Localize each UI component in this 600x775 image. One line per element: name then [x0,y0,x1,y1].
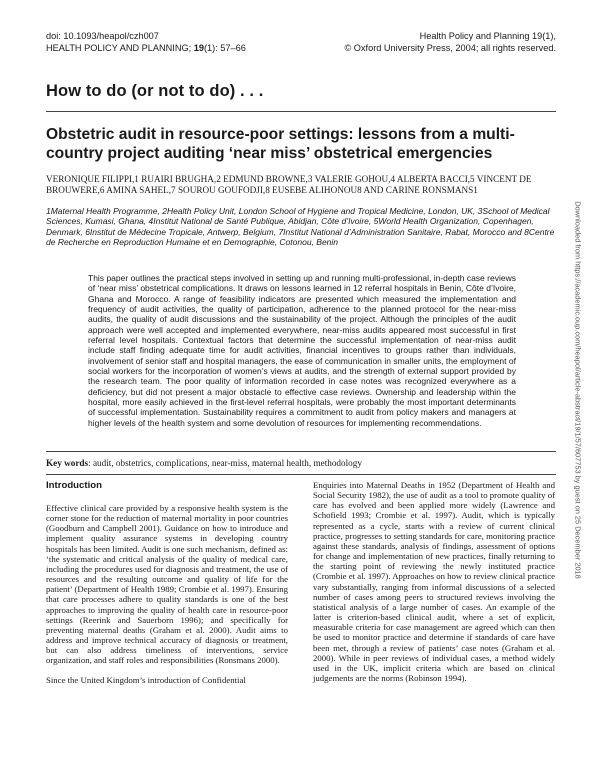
citation-line [46,42,246,54]
keywords-text: : audit, obstetrics, complications, near-miss, maternal health, methodology [88,458,362,468]
keywords [46,458,556,469]
affiliations: 1Maternal Health Programme, 2Health Policy Unit, London School of Hygiene and Tropical Medicine, London, UK, 3School of Medical Sciences, Kumasi, Ghana, 4Institut National de Santé Publique, Abidjan, Côte d’Ivoire, 5World Health Organization, Copenhagen, Denmark, 6Institut de Médecine Tropicale, Antwerp, Belgium, 7Institut National d’Administration Sanitaire, Rabat, Morocco and 8Centre de Recherche en Reproduction Humaine et en Demographie, Cotonou, Benin [46,206,555,248]
doi-line: doi: 10.1093/heapol/czh007 [46,31,159,41]
abstract: This paper outlines the practical steps involved in setting up and running multi-professional, in-depth case reviews of ‘near miss’ obstetrical complications. It draws on lessons learned in 12 referral hospitals in Benin, Côte d’Ivoire, Ghana and Morocco. A range of feasibility indicators are presented which measured the implementation and frequency of audit activities, the quality of participation, adherence to the planned protocol for the near-miss audits, the quality of audit discussions and the sustainability of the project. Although the principles of the audit approach were well accepted and implemented everywhere, near-miss audits appeared most successful in first referral level hospitals. Contextual factors that determine the successful implementation of near-miss audit include staff finding adequate time for audit activities, financial incentives to groups rather than individuals, involvement of senior staff and hospital managers, the ease of communication in smaller units, the employment of social workers for the incorporation of women’s views at audits, and the strength of external support provided by the research team. The poor quality of information recorded in case notes was recognized everywhere as a deficiency, but did not present a major obstacle to effective case reviews. Ownership and leadership within the hospital, more easily achieved in the first-level referral hospitals, were probably the most important determinants of successful implementation. Sustainability requires a commitment to audit from policy makers and managers at higher levels of the health system and some devolution of resources for implementing recommendations. [88,273,516,428]
citation-volume: 19 [193,43,204,53]
download-notice: Downloaded from https://academic.oup.com/heapol/article-abstract/19/1/57/607753 by guest on 25 December 2018 [573,201,583,579]
body-column-left [46,480,288,694]
introduction-paragraph-2: Since the United Kingdom’s introduction of Confidential [46,674,246,685]
citation-pages: (1): 57–66 [203,43,246,53]
body-column-right [313,480,555,692]
introduction-paragraph-1: Effective clinical care provided by a responsive health system is the corner stone for the reduction of maternal mortality in poor countries (Goodburn and Campbell 2001). Guidance on how to introduce and implement quality assurance systems in developing country hospitals has been limited. Audit is one such mechanism, defined as: ‘the systematic and critical analysis of the quality of medical care, including the procedures used for diagnosis and treatment, the use of resources and the resulting outcome and quality of life for the patient’ (Department of Health 1989; Crombie et al. 1997). Ensuring that care processes adhere to quality standards is one of the best approaches to improving the quality of health care in resource-poor settings (Reerink and Sauerborn 1996); and specifically for preventing maternal deaths (Graham et al. 2000). Audit aims to address and improve technical accuracy of diagnosis or treatment, but can also address timeliness of interventions, service organization, and staff roles and responsibilities (Ronsmans 2000). [46,503,288,666]
divider-keywords-top [46,451,556,452]
keywords-label: Key words [46,458,89,468]
introduction-paragraph-3: Enquiries into Maternal Deaths in 1952 (Department of Health and Social Security 1982), the use of audit as a tool to promote quality of care has evolved and been applied more widely (Lawrence and Schofield 1993; Crombie et al. 1997). Audit, which is typically represented as a cycle, starts with a review of current clinical practice, progresses to setting standards for care, monitoring practice against these standards, analysis of findings, assessment of options for change and implementation of new practices, finally returning to the starting point of reviewing the newly instituted practice (Crombie et al. 1997). Approaches on how to review clinical practice vary substantially, ranging from informal discussions of a selected number of cases among peers to structured reviews involving the statistical analysis of a large number of cases. An example of the latter is criterion-based clinical audit, where a set of explicit, measurable criteria for case management are agreed which can then be used to monitor practice and determine if standards of care have been met, through a review of patients’ case notes (Graham et al. 2000). While in peer reviews of individual cases, a method widely used in the UK, implicit criteria which are based on clinical judgements are the norms (Robinson 1994). [313,480,556,683]
introduction-heading: Introduction [46,480,102,491]
article-title: Obstetric audit in resource-poor settings: lessons from a multi-country project auditing ‘near miss’ obstetrical emergencies [46,126,515,162]
copyright-line: © Oxford University Press, 2004; all rights reserved. [344,43,556,53]
journal-header-left [46,30,246,54]
author-list: VERONIQUE FILIPPI,1 RUAIRI BRUGHA,2 EDMUND BROWNE,3 VALERIE GOHOU,4 ALBERTA BACCI,5 VINCENT DE BROUWERE,6 AMINA SAHEL,7 SOUROU GOUFODJI,8 EUSEBE ALIHONOU8 AND CARINE RONSMANS1 [46,174,532,195]
divider-keywords-bottom [46,474,556,475]
journal-volume-line: Health Policy and Planning 19(1), [419,31,556,41]
section-heading: How to do (or not to do) . . . [46,82,264,100]
divider-top [46,111,556,112]
journal-header-right [344,30,556,54]
download-watermark [572,140,584,640]
citation-journal: HEALTH POLICY AND PLANNING; [46,43,194,53]
